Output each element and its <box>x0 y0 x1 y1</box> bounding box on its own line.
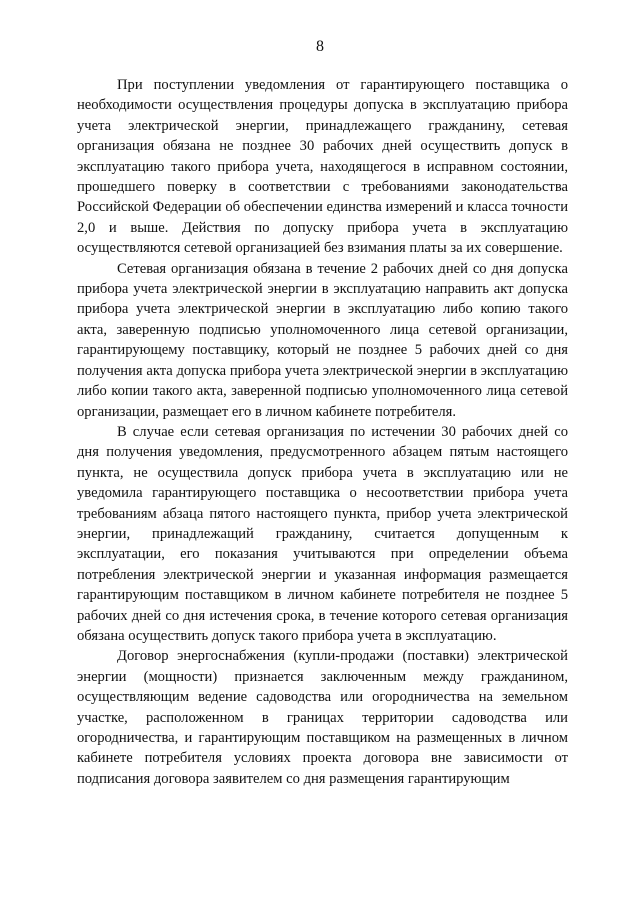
body-text <box>77 75 568 789</box>
page-number: 8 <box>316 38 324 55</box>
paragraph-admission-act: Сетевая организация обязана в течение 2 рабочих дней со дня допуска прибора учета электрической энергии в эксплуатацию направить акт допуска прибора учета электрической энергии в эксплуатацию либо копию такого акта, заверенную подписью уполномоченного лица сетевой организации, гарантирующему поставщику, который не позднее 5 рабочих дней со дня получения акта допуска прибора учета электрической энергии в эксплуатацию либо копии такого акта, заверенной подписью уполномоченного лица сетевой организации, размещает его в личном кабинете потребителя. <box>77 260 568 420</box>
paragraph-deemed-admission: В случае если сетевая организация по истечении 30 рабочих дней со дня получения уведомления, предусмотренного абзацем пятым настоящего пункта, не осуществила допуск прибора учета в эксплуатацию или не уведомила гарантирующего поставщика о несоответствии прибора учета требованиям абзаца пятого настоящего пункта, прибор учета электрической энергии, принадлежащий гражданину, считается допущенным к эксплуатации, его показания учитываются при определении объема потребления электрической энергии и указанная информация размещается гарантирующим поставщиком в личном кабинете потребителя не позднее 5 рабочих дней со дня истечения срока, в течение которого сетевая организация обязана осуществить допуск такого прибора учета в эксплуатацию. <box>77 423 568 644</box>
paragraph-supply-contract: Договор энергоснабжения (купли-продажи (поставки) электрической энергии (мощности) признается заключенным между гражданином, осуществляющим ведение садоводства или огородничества на земельном участке, расположенном в границах территории садоводства или огородничества, и гарантирующим поставщиком на размещенных в личном кабинете потребителя условиях проекта договора вне зависимости от подписания договора заявителем со дня размещения гарантирующим <box>77 648 568 787</box>
paragraph-meter-admission-notice: При поступлении уведомления от гарантирующего поставщика о необходимости осуществления процедуры допуска в эксплуатацию прибора учета электрической энергии, принадлежащего гражданину, сетевая организация обязана не позднее 30 рабочих дней осуществить допуск в эксплуатацию такого прибора учета, находящегося в исправном состоянии, прошедшего поверку в соответствии с требованиями законодательства Российской Федерации об обеспечении единства измерений и класса точности 2,0 и выше. Действия по допуску прибора учета в эксплуатацию осуществляются сетевой организацией без взимания платы за их совершение. <box>77 77 568 257</box>
